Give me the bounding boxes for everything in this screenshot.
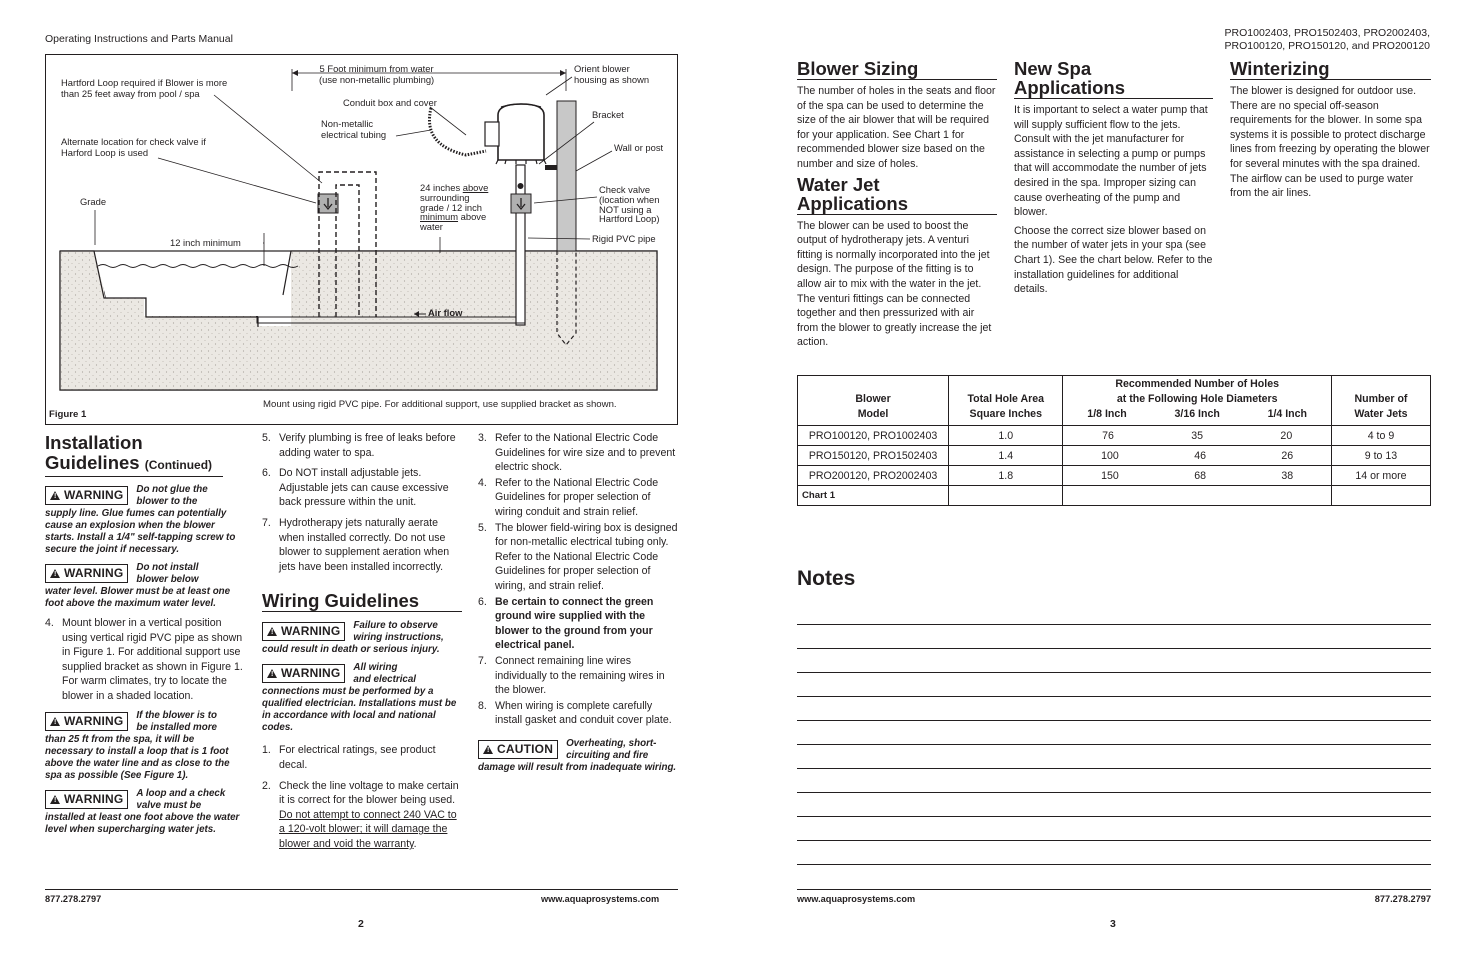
table-cell: 68 [1194, 469, 1206, 482]
callout-check-valve-line-2: (location when [599, 193, 660, 205]
callout-24-line-4: minimum above [420, 211, 487, 223]
footer-rule-left [45, 889, 678, 890]
callout-alternate-line-2: Harford Loop is used [61, 146, 149, 158]
notes-line [797, 672, 1431, 673]
callout-hartford-line-2: than 25 feet away from pool / spa [61, 87, 200, 99]
blower-box [485, 122, 499, 146]
table-cell: 150 [1101, 469, 1119, 482]
warning-badge: ! WARNING [45, 790, 128, 809]
model-list-line-2: PRO100120, PRO150120, and PRO200120 [1224, 39, 1430, 52]
bracket [545, 165, 557, 170]
conduit-tube [429, 108, 486, 155]
notes-line [797, 744, 1431, 745]
warning-25ft: ! WARNING If the blower is to be installed more than 25 ft from the spa, it will be necessary to install a loop that is 1 foot above the water line and as close to the spa as possible (See Figure 1). [45, 709, 230, 781]
table-cell [1331, 486, 1430, 506]
header-hole-area: Total Hole Area Square Inches [949, 376, 1063, 426]
ground-fill-left [60, 251, 104, 390]
header-3-16-inch: 3/16 Inch [1174, 408, 1220, 420]
notes-line [797, 648, 1431, 649]
header-blower-model: Blower Model [798, 376, 949, 426]
list-item: 6. Be certain to connect the green ground wire supplied with the blower to the ground from your electrical panel. [478, 595, 654, 652]
installation-heading-line-2: Guidelines (Continued) [45, 451, 213, 473]
ground-fill-mid2 [144, 316, 256, 390]
list-item: 8. When wiring is complete carefully install gasket and conduit cover plate. [478, 699, 672, 727]
blower-sizing-column [797, 59, 997, 350]
notes-line [797, 816, 1431, 817]
page-number-left: 2 [358, 918, 364, 930]
notes-line [797, 624, 1431, 625]
figure-label: Figure 1 [49, 409, 87, 420]
callout-orient-line-2: housing as shown [574, 73, 650, 85]
table-cell: 1.4 [949, 446, 1063, 466]
callout-hartford [61, 78, 227, 99]
table-cell-group [1063, 446, 1331, 466]
callout-bracket: Bracket [592, 109, 624, 120]
winterizing-heading: Winterizing [1230, 59, 1431, 80]
callout-grade: Grade [80, 196, 107, 207]
callout-alternate-line-1: Alternate location for check valve if [61, 136, 206, 147]
warning-icon: ! [50, 795, 60, 804]
pipe-connector [518, 183, 524, 189]
table-cell [949, 486, 1063, 506]
callout-24-line-1: 24 inches above [420, 182, 489, 193]
header-recommended-holes [1063, 376, 1331, 426]
callout-nonmetallic-line-2: electrical tubing [321, 128, 387, 140]
list-item: 6. Do NOT install adjustable jets. Adjustable jets can cause excessive back pressure within the unit. [262, 467, 449, 509]
manual-title: Operating Instructions and Parts Manual [45, 33, 233, 45]
new-spa-heading-line-1: New Spa [1014, 58, 1092, 79]
caution-badge: ! CAUTION [478, 740, 558, 759]
figure-caption: Mount using rigid PVC pipe. For additional support, use supplied bracket as shown. [263, 399, 617, 410]
notes-line [797, 864, 1431, 865]
callout-rigid-pvc: Rigid PVC pipe [592, 233, 656, 244]
blower-body [498, 104, 544, 160]
table-row [798, 466, 1431, 486]
new-spa-text-2: Choose the correct size blower based on the number of water jets in your spa (see Chart 1). See the chart below. Refer to the installation guidelines for additional details. [1014, 224, 1213, 296]
winterizing-text: The blower is designed for outdoor use. There are no special off-season requirements for the blower. In some spa systems it is possible to protect discharge lines from freezing by operating the blower for several minutes with the spa drained. The airflow can be used to purge water from the air lines. [1230, 85, 1430, 200]
table-cell: PRO150120, PRO1502403 [798, 446, 949, 466]
callout-check-valve-line-1: Check valve [599, 184, 651, 195]
header-rec-line-2: at the Following Hole Diameters [1116, 393, 1278, 405]
chart-label: Chart 1 [798, 486, 949, 506]
wiring-column-2 [478, 431, 678, 780]
figure-1 [45, 54, 678, 425]
continued-label: (Continued) [144, 457, 213, 472]
list-item: 4. Refer to the National Electric Code Guidelines for proper selection of wiring conduit and strain relief. [478, 476, 659, 518]
table-header-row [798, 376, 1431, 426]
table-row [798, 446, 1431, 466]
blower-sizing-heading: Blower Sizing [797, 59, 997, 80]
table-footer-row [798, 486, 1431, 506]
water-jet-heading-line-1: Water Jet [797, 173, 880, 195]
warning-loop: ! WARNING A loop and a check valve must be installed at least one foot above the water level when supercharging water jets. [45, 787, 240, 835]
callout-orient [574, 64, 649, 85]
notes-line [797, 696, 1431, 697]
wall-post [557, 101, 576, 251]
callout-alternate [61, 137, 206, 158]
model-list [1225, 27, 1430, 52]
chart-1-table [797, 375, 1431, 506]
warning-glue: ! WARNING Do not glue the blower to the supply line. Glue fumes can potentially cause an explosion when the blower starts. Install a 1/4" self-tapping screw to secure the joint if necessary. [45, 484, 236, 555]
wiring-heading: Wiring Guidelines [262, 591, 462, 612]
footer-rule-right [797, 889, 1431, 890]
callout-24-line-2: surrounding [420, 191, 470, 203]
water-jet-heading-line-2: Applications [797, 192, 909, 214]
installation-list [45, 616, 243, 704]
footer-website-left[interactable]: www.aquaprosystems.com [541, 894, 660, 904]
callout-hartford-line-1: Hartford Loop required if Blower is more [61, 77, 228, 88]
notes-line [797, 768, 1431, 769]
installation-heading-line-1: Installation [45, 432, 143, 453]
model-list-line-1: PRO1002403, PRO1502403, PRO2002403, [1224, 27, 1430, 39]
callout-nonmetallic-line-1: Non-metallic [321, 118, 374, 129]
warning-water-level: ! WARNING Do not install blower below water level. Blower must be at least one foot above the maximum water level. [45, 562, 231, 609]
header-1-4-inch: 1/4 Inch [1267, 408, 1308, 420]
footer-website-right[interactable]: www.aquaprosystems.com [797, 894, 916, 904]
installation-diagram [46, 55, 679, 426]
table-cell-group [1063, 466, 1331, 486]
list-item: 5. The blower field-wiring box is designed for non-metallic electrical tubing only. Refer to the National Electric Code Guidelines for proper selection of wiring, and strain relief. [478, 521, 678, 592]
installation-column-2 [262, 431, 462, 858]
footer-phone-right: 877.278.2797 [1374, 894, 1431, 904]
caution-icon: ! [483, 745, 493, 754]
warning-badge: ! WARNING [262, 664, 345, 683]
new-spa-heading-line-2: Applications [1014, 77, 1126, 98]
header-1-8-inch: 1/8 Inch [1087, 408, 1127, 420]
table-cell: 46 [1194, 449, 1206, 462]
table-cell: 1.0 [949, 426, 1063, 446]
list-item: 1. For electrical ratings, see product decal. [262, 744, 436, 771]
callout-five-foot-line-2: (use non-metallic plumbing) [319, 73, 435, 85]
callout-air-flow: Air flow [428, 307, 463, 318]
installation-column [45, 433, 243, 842]
table-row [798, 426, 1431, 446]
table-cell: PRO200120, PRO2002403 [798, 466, 949, 486]
table-cell: 14 or more [1331, 466, 1430, 486]
header-diameters [1063, 407, 1330, 425]
blower-sizing-text: The number of holes in the seats and floor of the spa can be used to determine the size of the air blower that will be required for your application. See Chart 1 for recommended blower size based on the number and size of holes. [797, 85, 996, 170]
warning-electrician: ! WARNING All wiring and electrical connections must be performed by a qualified electrician. Installations must be in accordance with local and national codes. [262, 662, 457, 734]
list-item: 5. Verify plumbing is free of leaks before adding water to spa. [262, 432, 456, 459]
callout-five-foot-line-1: 5 Foot minimum from water [319, 63, 434, 74]
table-cell: 26 [1281, 449, 1294, 462]
header-water-jets: Number of Water Jets [1331, 376, 1430, 426]
list-item: 3. Refer to the National Electric Code Guidelines for wire size and to prevent electric shock. [478, 432, 676, 474]
list-item: 7. Hydrotherapy jets naturally aerate when installed correctly. Do not use blower to supplement aeration when jets have been installed incorrectly. [262, 516, 450, 573]
water-jet-heading [797, 175, 997, 215]
warning-wiring-instructions: ! WARNING Failure to observe wiring instructions, could result in death or serious injury. [262, 620, 444, 656]
warning-badge: ! WARNING [45, 486, 128, 505]
installation-heading [45, 433, 223, 477]
warning-badge: ! WARNING [45, 712, 128, 731]
warning-icon: ! [267, 669, 277, 678]
table-cell-group [1063, 426, 1331, 446]
warning-icon: ! [50, 491, 60, 500]
callout-check-valve-line-3: NOT using a [599, 203, 652, 215]
notes-heading: Notes [797, 567, 856, 590]
table-cell: 35 [1191, 429, 1204, 442]
warning-badge: ! WARNING [45, 564, 128, 583]
table-cell: PRO100120, PRO1002403 [798, 426, 949, 446]
installation-list-continued [262, 431, 462, 574]
callout-check-valve [599, 185, 659, 224]
list-item: 4. Mount blower in a vertical position using vertical rigid PVC pipe as shown in Figure 1. For additional support use supplied bracket as shown in Figure 1. For warm climates, try to locate the blower in a shaded location. [45, 617, 243, 702]
wiring-list-continued [478, 431, 678, 728]
notes-line [797, 840, 1431, 841]
callout-24-line-5: water [420, 221, 443, 233]
new-spa-text-1: It is important to select a water pump that will supply sufficient flow to the jets. Consult with the jet manufacturer for assistance in selecting a pump or pumps that will accommodate the number of jets desired in the spa. Improper sizing can cause overheating of the pump and blower. [1014, 104, 1208, 219]
callout-orient-line-1: Orient blower [574, 63, 630, 74]
footer-phone-left: 877.278.2797 [45, 894, 102, 904]
list-item: 2. Check the line voltage to make certain it is correct for the blower being used. Do not attempt to connect 240 VAC to a 120-volt blower; it will damage the blower and void the warranty. [262, 779, 459, 850]
callout-conduit: Conduit box and cover [343, 97, 437, 108]
callout-12-inch: 12 inch minimum [170, 237, 241, 248]
table-cell: 76 [1102, 429, 1114, 442]
warning-badge: ! WARNING [262, 622, 345, 641]
page-number-right: 3 [1110, 918, 1116, 930]
callout-check-valve-line-4: Hartford Loop) [599, 213, 660, 225]
caution-overheating: ! CAUTION Overheating, short- circuiting and fire damage will result from inadequate wiring. [478, 737, 677, 773]
ground-fill-mid [104, 298, 144, 390]
table-cell: 4 to 9 [1331, 426, 1430, 446]
callout-24-inches [420, 183, 488, 232]
wiring-list [262, 743, 462, 851]
notes-line [797, 792, 1431, 793]
callout-five-foot [319, 64, 434, 85]
table-cell: 1.8 [949, 466, 1063, 486]
table-cell: 100 [1101, 449, 1119, 462]
callout-nonmetallic [321, 119, 386, 140]
table-cell: 20 [1280, 429, 1293, 442]
list-item: 7. Connect remaining line wires individually to the remaining wires in the blower. [478, 654, 665, 697]
winterizing-column [1230, 59, 1431, 201]
callout-wall: Wall or post [614, 142, 664, 153]
table-cell [1063, 486, 1331, 506]
warning-icon: ! [50, 569, 60, 578]
header-rec-line-1: Recommended Number of Holes [1115, 378, 1279, 390]
warning-icon: ! [50, 717, 60, 726]
water-jet-text: The blower can be used to boost the output of hydrotherapy jets. A venturi fitting is normally incorporated into the jet design. The purpose of the fitting is to allow air to mix with the water in the jet. The venturi fittings can be connected together and then pressurized with air from the blower to greatly increase the jet action. [797, 219, 992, 349]
new-spa-heading [1014, 59, 1213, 99]
table-cell: 9 to 13 [1331, 446, 1430, 466]
table-cell: 38 [1281, 469, 1294, 482]
warning-icon: ! [267, 627, 277, 636]
callout-24-line-3: grade / 12 inch [420, 201, 483, 213]
new-spa-column [1014, 59, 1213, 297]
notes-line [797, 720, 1431, 721]
